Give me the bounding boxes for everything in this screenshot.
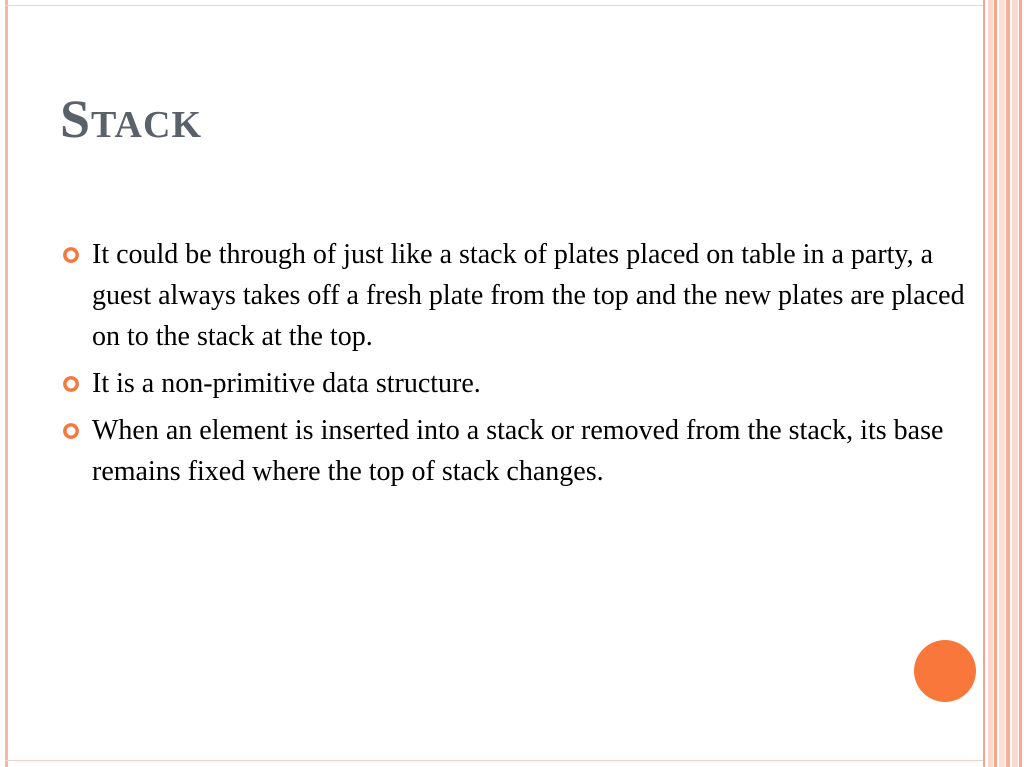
ring-bullet-icon: [62, 375, 80, 393]
bullet-text: When an element is inserted into a stack or removed from the stack, its base remains fixed where the top of stack changes.: [92, 415, 944, 487]
ring-bullet-icon: [62, 422, 80, 440]
right-decor-stripe: [999, 0, 1005, 767]
right-decor-stripe: [994, 0, 997, 767]
bullet-list: [62, 234, 992, 498]
bullet-item: [62, 410, 992, 492]
right-decor-stripe: [1012, 0, 1018, 767]
bullet-text: It could be through of just like a stack of plates placed on table in a party, a guest always takes off a fresh plate from the top and the new plates are placed on to the stack at the top.: [92, 239, 965, 352]
left-border-stripe: [5, 0, 8, 767]
bullet-text: It is a non-primitive data structure.: [92, 368, 481, 399]
ring-bullet-icon: [62, 246, 80, 264]
bottom-border-line: [5, 760, 985, 761]
slide-title: Stack: [60, 89, 202, 149]
accent-circle: [914, 640, 976, 702]
bullet-item: [62, 363, 992, 404]
top-border-line: [5, 5, 985, 6]
right-decor-stripe: [1006, 0, 1010, 767]
bullet-item: [62, 234, 992, 357]
right-decor-stripe: [1019, 0, 1022, 767]
